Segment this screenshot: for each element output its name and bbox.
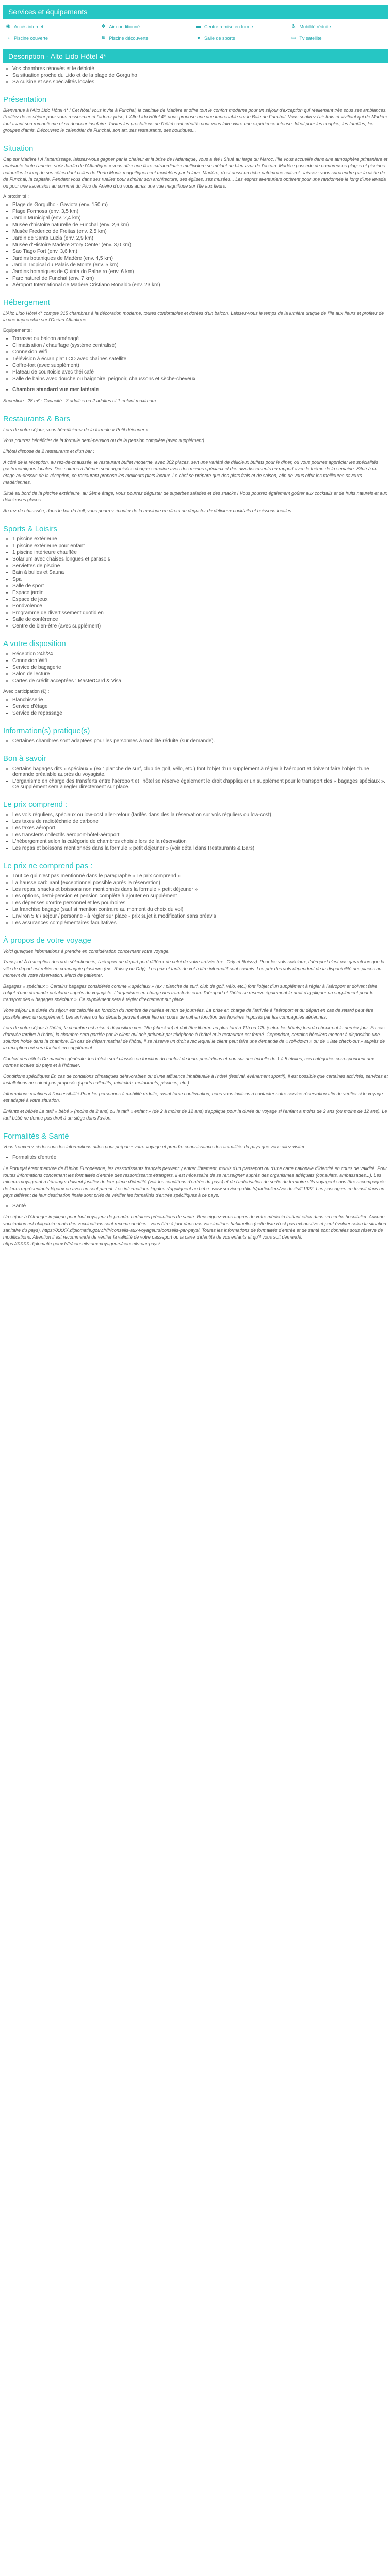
list-item: • Musée Frederico de Freitas (env. 2,5 km) [12, 229, 388, 234]
bon-title: Bon à savoir [3, 754, 46, 763]
list-item: • Jardin Municipal (env. 2,4 km) [12, 215, 388, 221]
list-item: • Salle de sport [12, 583, 388, 589]
list-item: • Environ 5 € / séjour / personne - à régler sur place - prix sujet à modification sans préavis [12, 913, 388, 919]
list-item: • Programme de divertissement quotidien [12, 610, 388, 616]
list-item: • Terrasse ou balcon aménagé [12, 336, 388, 342]
list-item: • La hausse carburant (exceptionnel possible après la réservation) [12, 880, 388, 886]
list-item: • Sa situation proche du Lido et de la plage de Gorgulho [12, 73, 388, 78]
list-item: • Réception 24h/24 [12, 651, 388, 657]
list-item: • L'organisme en charge des transferts entre l'aéroport et l'hôtel se réserve également le droit d'appliquer un supplément pour le transport des « bagages spéciaux ». Ce supplément sera à régler directement sur place. [12, 778, 388, 790]
prix-comprend-title: Le prix comprend : [3, 800, 68, 809]
service-item [196, 35, 291, 41]
list-item: • Service d'étage [12, 704, 388, 709]
info-title: Information(s) pratique(s) [3, 726, 90, 735]
service-label: Accès internet [14, 24, 44, 29]
list-item: • Certaines chambres sont adaptées pour les personnes à mobilité réduite (sur demande). [12, 738, 388, 744]
info-list [12, 738, 388, 744]
apropos-p0: Voici quelques informations à prendre en considération concernant votre voyage. [3, 948, 170, 954]
list-item: • Salle de bains avec douche ou baignoire, peignoir, chaussons et sèche-cheveux [12, 376, 388, 382]
list-item: • Les taxes de radiotéchnie de carbone [12, 819, 388, 824]
list-item: • Plage de Gorgulho - Gaviota (env. 150 m) [12, 202, 388, 208]
bon-list [12, 766, 388, 790]
list-item: • Centre de bien-être (avec supplément) [12, 623, 388, 629]
proximity-list [12, 202, 388, 288]
list-item: • Les repas et boissons mentionnés dans la formule « petit déjeuner » (voir détail dans Restaurants & Bars) [12, 845, 388, 851]
proximity-label: À proximité : [3, 194, 29, 199]
list-item: • Connexion Wifi [12, 658, 388, 664]
apropos-p6: Conditions spécifiques En cas de conditions climatiques défavorables ou d'une affluence inhabituelle à l'hôtel (festival, événement sportif), il est possible que certaines activités, services et installations ne soient pas proposés (sports collectifs, mini-club, restaurants, piscines, etc.). [3, 1074, 388, 1086]
restaurants-p2: Vous pourrez bénéficier de la formule demi-pension ou de la pension complète (avec supplément). [3, 438, 206, 443]
hebergement-title: Hébergement [3, 298, 50, 307]
list-item: • Les options, demi-pension et pension complète à ajouter en supplément [12, 893, 388, 899]
sports-icon: ● [197, 35, 201, 41]
list-item: • Les transferts collectifs aéroport-hôtel-aéroport [12, 832, 388, 838]
sports-list [12, 536, 388, 629]
list-item: • Sao Tiago Fort (env. 3,6 km) [12, 249, 388, 255]
service-item [101, 24, 196, 30]
apropos-p8: Enfants et bébés Le tarif « bébé » (moins de 2 ans) ou le tarif « enfant » (de 2 à moins de 12 ans) s'applique pour la durée du voyage si l'enfant a moins de 2 ans (ou moins de 12 ans). Le tarif bébé ne donne pas droit à un siège dans l'avion. [3, 1109, 387, 1121]
wheelchair-icon: ♿ [291, 24, 296, 29]
list-item: • Musée d'histoire naturelle de Funchal (env. 2,6 km) [12, 222, 388, 228]
formalites-p2: Un séjour à l'étranger implique pour tout voyageur de prendre certaines précautions de santé. Renseignez-vous auprès de votre médecin traitant et/ou dans un centre hospitalier. Aucune vaccination est obligatoire mais des vaccinations sont recommandées : vous être à jour dans vos vaccinations habituelles (cette liste n'est pas exhaustive et peut évoluer selon la situation sanitaire du pays). https://XXXX.diplomatie.gouv.fr/fr/conseils-aux-voyageurs/conseils-par-pays/. Toutes les informations de formalités d'entrée et de santé sont données sous réserve de modifications. Attention il est recommandé de vérifier la validité de votre passeport ou la carte d'identité de vos enfants et qu'il vous soit demandé. https://XXXX.diplomatie.gouv.fr/fr/conseils-aux-voyageurs/conseils-par-pays/ [3, 1214, 386, 1246]
pool-icon: ≈ [7, 35, 10, 41]
list-item: • Les repas, snacks et boissons non mentionnés dans la formule « petit déjeuner » [12, 887, 388, 892]
prix-ne-comprend-title: Le prix ne comprend pas : [3, 861, 93, 870]
list-item: • Tout ce qui n'est pas mentionné dans le paragraphe « Le prix comprend » [12, 873, 388, 879]
service-label: Salle de sports [204, 36, 235, 41]
apropos-p7: Informations relatives à l'accessibilité Pour les personnes à mobilité réduite, avant toute confirmation, nous vous invitons à contacter notre service réservation afin de vérifier si le voyage est adapté à votre situation. [3, 1091, 383, 1103]
list-item: • Plateau de courtoisie avec théi café [12, 369, 388, 375]
list-item: • Salle de conférence [12, 617, 388, 622]
formalites-p0: Vous trouverez ci-dessous les informations utiles pour préparer votre voyage et prendre connaissance des actualités du pays que vous allez visiter. [3, 1144, 306, 1149]
formalites-bullet1: • Formalités d'entrée [12, 1155, 388, 1160]
restaurants-title: Restaurants & Bars [3, 415, 71, 423]
room-type: • Chambre standard vue mer latérale [12, 387, 388, 393]
pool-outdoor-icon: ≋ [101, 35, 106, 41]
description-bullets [12, 66, 388, 85]
list-item: • Bain à bulles et Sauna [12, 570, 388, 575]
apropos-p1: Transport À l'exception des vols sélectionnés, l'aéroport de départ peut différer de celui de votre arrivée (ex : Orly et Roissy). Pour les vols spéciaux, l'aéroport n'est pas garanti lorsque la ville de départ est reliée en compagnie plusieurs (ex : Roissy ou Orly). Les prix et tarifs de vol à titre informatif sont soumis. Les prix des vols dépendent de la disponibilité des places au moment de votre réservation. Merci de patienter. [3, 959, 385, 978]
tv-icon: ▭ [291, 35, 297, 41]
equipments-list [12, 336, 388, 382]
list-item: • Pondvolence [12, 603, 388, 609]
apropos-p2: Bagages « spéciaux » Certains bagages considérés comme « spéciaux » (ex : planche de surf, club de golf, vélo, etc.) font l'objet d'un supplément à régler à l'aéroport et doivent faire l'objet d'une demande préalable auprès du voyagiste. L'organisme en charge des transferts entre l'aéroport et l'hôtel se réserve également le droit d'appliquer un supplément pour le transport des « bagages spéciaux ». Ce supplément sera à régler directement sur place. [3, 984, 378, 1002]
disposition-list [12, 651, 388, 684]
restaurants-p3: L'hôtel dispose de 2 restaurants et d'un bar : [3, 449, 95, 454]
list-item: • Parc naturel de Funchal (env. 7 km) [12, 276, 388, 281]
list-item: • Jardins botaniques de Madère (env. 4,5 km) [12, 256, 388, 261]
list-item: • Espace jardin [12, 590, 388, 596]
list-item: • 1 piscine extérieure [12, 536, 388, 542]
list-item: • La franchise bagage (sauf si mention contraire au moment du choix du vol) [12, 907, 388, 912]
dumbbell-icon: ▬ [196, 24, 201, 29]
list-item: • Jardin de Santa Luzia (env. 2,9 km) [12, 235, 388, 241]
list-item: • Cartes de crédit acceptées : MasterCard & Visa [12, 678, 388, 684]
list-item: • Les dépenses d'ordre personnel et les pourboires [12, 900, 388, 906]
service-item [291, 24, 386, 30]
service-label: Mobilité réduite [299, 24, 331, 29]
list-item: • Blanchisserie [12, 697, 388, 703]
restaurants-p6: Au rez de chaussée, dans le bar du hall, vous pourrez écouter de la musique en direct ou déguster de délicieux cocktails et boissons locales. [3, 508, 293, 513]
list-item: • Serviettes de piscine [12, 563, 388, 569]
description-header: Description - Alto Lido Hôtel 4* [3, 49, 388, 63]
list-item: • Solarium avec chaises longues et parasols [12, 556, 388, 562]
services-header: Services et équipements [3, 5, 388, 19]
service-label: Air conditionné [109, 24, 140, 29]
paid-list [12, 697, 388, 716]
hebergement-text: L'Alto Lido Hôtel 4* compte 315 chambres à la décoration moderne, toutes confortables et dotées d'un balcon. Laissez-vous le temps de la lumière unique de l'île aux fleurs et profitez de la vue imprenable sur l'Océan Atlantique. [3, 311, 384, 323]
presentation-text: Bienvenue à l'Alto Lido Hôtel 4* ! Cet hôtel vous invite à Funchal, la capitale de Madère et offre tout le confort moderne pour un séjour d'exception qui réellement très sous ses ambiances. Profitez de ce séjour pour vous ressourcer et l'adorer prise, L'Alto Lido Hôtel 4*, vous propose une vue imprenable sur le Baie de Funchal. Vous sentirez l'air frais et vivifiant qui de Madère tout avant son romantisme et sa douceur insulaire. Toutes les prestations de l'hôtel sont créatifs pour vous faire vivre une expérience intense. Idéal pour les couples, les familles, les groupes d'amis. Découvrez le calendrier de Funchal, son art, ses restaurants, ses boutiques... [3, 108, 387, 133]
service-item [196, 24, 291, 30]
list-item: • Sa cuisine et ses spécialités locales [12, 79, 388, 85]
restaurants-p1: Lors de votre séjour, vous bénéficierez de la formule « Petit déjeuner ». [3, 427, 150, 432]
list-item: • Service de bagagerie [12, 665, 388, 670]
wifi-icon: ◉ [6, 24, 11, 29]
list-item: • Aéroport International de Madère Cristiano Ronaldo (env. 23 km) [12, 282, 388, 288]
apropos-p3: Votre séjour La durée du séjour est calculée en fonction du nombre de nuitées et non de journées. La prise en charge de l'arrivée à l'aéroport et du départ en cas de retard peut être possible avec un supplément. Les arrivées ou les départs peuvent avoir lieu en cours de nuit en fonction des horaires imposés par les compagnies aériennes. [3, 1008, 374, 1020]
service-item [101, 35, 196, 41]
list-item: • Jardins botaniques de Quinta do Palheiro (env. 6 km) [12, 269, 388, 275]
apropos-p4: Lors de votre séjour à l'hôtel, la chambre est mise à disposition vers 15h (check-in) et doit être libérée au plus tard à 11h ou 12h (selon les hôtels) lors du check-out le dernier jour. En cas d'arrivée tardive à l'hôtel, la chambre sera gardée par le client qui doit prévenir par téléphone à l'hôtel et le restaurant est fermé. Cependant, certains hôteliers mettent à disposition une solution froide dans la chambre. En cas de départ matinal de l'hôtel, il se réserve un droit avec lequel le client peut faire une demande de « roll-down » ou de « late check-out » auprès de la réception qui sera facturé en supplément. [3, 1025, 385, 1050]
apropos-p5: Confort des hôtels De manière générale, les hôtels sont classés en fonction du confort de leurs prestations et non sur une échelle de 1 à 5 étoiles, ces catégories correspondent aux normes locales du pays et à l'hôtelier. [3, 1056, 374, 1068]
restaurants-p5: Situé au bord de la piscine extérieure, au 3ème étage, vous pourrez déguster de superbes salades et des snacks ! Vous pourrez également goûter aux cocktails et de fruits naturels et aux délicieuses glaces. [3, 490, 387, 502]
list-item: • Climatisation / chauffage (système centralisé) [12, 343, 388, 348]
list-item: • Les taxes aéroport [12, 825, 388, 831]
services-grid [3, 22, 388, 44]
list-item: • Musée d'Histoire Madère Story Center (env. 3,0 km) [12, 242, 388, 248]
list-item: • Les vols réguliers, spéciaux ou low-cost aller-retour (tarifés dans des la réservation sur vols réguliers ou low-cost) [12, 812, 388, 818]
room-capacity: Superficie : 28 m² - Capacité : 3 adultes ou 2 adultes et 1 enfant maximum [3, 398, 156, 403]
list-item: • 1 piscine extérieure pour enfant [12, 543, 388, 549]
service-label: Centre remise en forme [204, 24, 253, 29]
list-item: • Certains bagages dits « spéciaux » (ex : planche de surf, club de golf, vélo, etc.) font l'objet d'un supplément à régler à l'aéroport et doivent faire l'objet d'une demande préalable auprès du voyagiste. [12, 766, 388, 777]
list-item: • Service de repassage [12, 710, 388, 716]
apropos-title: À propos de votre voyage [3, 936, 91, 945]
list-item: • 1 piscine intérieure chauffée [12, 550, 388, 555]
formalites-p1: Le Portugal étant membre de l'Union Européenne, les ressortissants français peuvent y entrer librement, munis d'un passeport ou d'une carte nationale d'identité en cours de validité. Pour toutes informations concernant les formalités d'entrée des ressortissants étrangers, il est nécessaire de se renseigner auprès des organismes adéquats (consulats, ambassades...). Les mineurs voyageant à l'étranger doivent justifier de leur pièce d'identité (voir les conditions d'entrée du pays) et de l'autorisation de sortie du territoire s'ils voyagent sans être accompagnés de leurs représentants légaux ou avec un seul parent. Les informations légales s'appliquent au bébé. www.service-public.fr/particuliers/vosdroits/F1922. Les passagers en transit dans un pays différent de leur destination finale sont priés de vérifier les formalités d'entrée spécifiques à ce pays. [3, 1166, 387, 1198]
list-item: • Télévision à écran plat LCD avec chaînes satellite [12, 356, 388, 362]
list-item: • Vos chambres rénovés et le débloté [12, 66, 388, 72]
service-label: Piscine découverte [109, 36, 149, 41]
service-item [5, 35, 101, 41]
list-item: • Spa [12, 577, 388, 582]
snowflake-icon: ✻ [101, 24, 106, 29]
list-item: • Salon de lecture [12, 671, 388, 677]
list-item: • Coffre-fort (avec supplément) [12, 363, 388, 368]
formalites-title: Formalités & Santé [3, 1132, 69, 1141]
list-item: • Connexion Wifi [12, 349, 388, 355]
sports-title: Sports & Loisirs [3, 524, 58, 533]
disposition-title: A votre disposition [3, 639, 66, 648]
list-item: • Les assurances complémentaires facultatives [12, 920, 388, 926]
situation-text: Cap sur Madère ! À l'atterrissage, laissez-vous gagner par la chaleur et la brise de l'Atlantique, vous a été ! Situé au large du Maroc, l'île vous accueille dans une atmosphère printanière et apaisante toute l'année. <br> Jardin de l'Atlantique » vous offre une flore extraordinaire multicolore se mêlant au bleu azur de l'océan. Madère possède de nombreuses plages et piscines naturelles le long de ses côtes dont celles de Porto Moniz magnifiquement modelées par la lave. Madère, c'est aussi un riche patrimoine culturel : laissez- vous surprendre par la visite de de Funchal, la capitale. Pendant vous dans ses ruelles pour admirer son architecture, ses églises, ses musées... Les esprits aventuriers optèrent pour une randonnée le long d'une levada ou pour une ascension au sommet du Pico de Arieiro d'où vous aurez une vue magnifique sur l'île aux fleurs. [3, 157, 388, 189]
paid-label: Avec participation (€) : [3, 689, 50, 694]
equipments-label: Équipements : [3, 328, 33, 333]
situation-title: Situation [3, 144, 34, 153]
list-item: • L'hébergement selon la catégorie de chambres choisie lors de la réservation [12, 839, 388, 844]
service-label: Piscine couverte [14, 36, 48, 41]
list-item: • Jardin Tropical du Palais de Monte (env. 5 km) [12, 262, 388, 268]
service-item [291, 35, 386, 41]
list-item: • Espace de jeux [12, 597, 388, 602]
service-item [5, 24, 101, 30]
restaurants-p4: À côté de la réception, au rez-de-chaussée, le restaurant buffet moderne, avec 302 places, sert une variété de délicieux buffets pour le dîner, où vous pourrez apprécier les spécialités gastronomiques locales. Des soirées à thèmes sont organisées chaque semaine avec des menus spéciaux et des divertissements en rapport avec le thème de la semaine. Situé à un étage au-dessus de la réception, ce restaurant propose les meilleurs plats locaux. Le chef se prépare que des plats frais et de saison, afin de vous offrir les meilleures saveurs madériennes. [3, 460, 378, 485]
prix-comprend-list [12, 812, 388, 851]
formalites-bullet2: • Santé [12, 1203, 388, 1209]
presentation-title: Présentation [3, 95, 47, 104]
service-label: Tv satellite [299, 36, 322, 41]
list-item: • Plage Formosa (env. 3,5 km) [12, 209, 388, 214]
prix-ne-comprend-list [12, 873, 388, 926]
